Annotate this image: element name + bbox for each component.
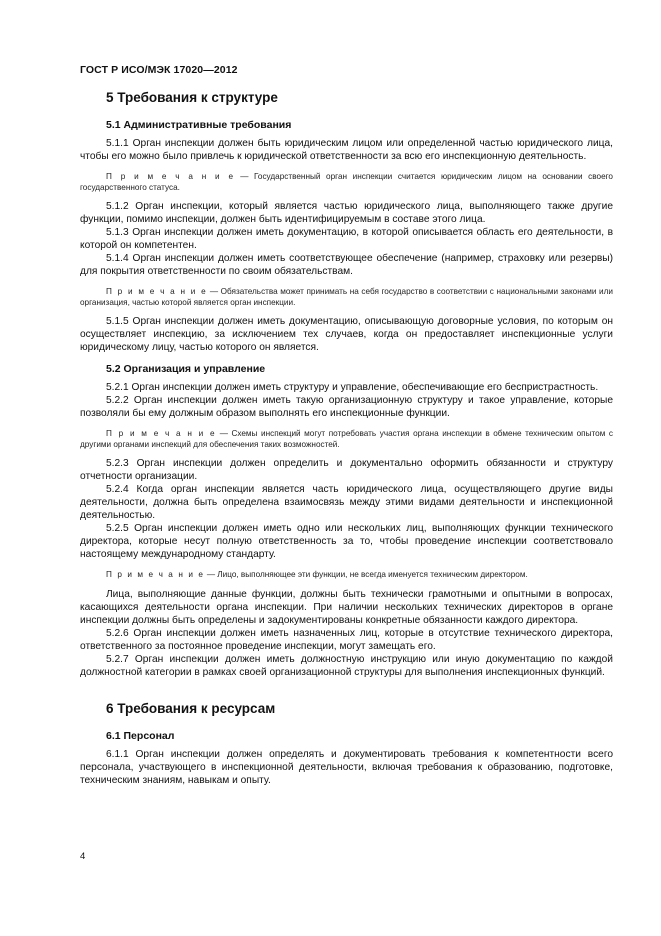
note-1: [80, 171, 613, 193]
paragraph-5-1-1: 5.1.1 Орган инспекции должен быть юридическим лицом или определенной частью юридического лица, чтобы его можно было привлечь к юридической ответственности за всю его инспекционную деятельность.: [80, 138, 613, 162]
note-3: [80, 428, 613, 450]
paragraph-5-2-4: 5.2.4 Когда орган инспекции является часть юридического лица, осуществляющего другие виды деятельности, должна быть определена взаимосвязь между этими видами деятельности и инспекционной деятельностью.: [80, 484, 613, 521]
paragraph-5-2-5-continued: Лица, выполняющие данные функции, должны быть технически грамотными и опытными в вопросах, касающихся деятельности органа инспекции. При наличии нескольких технических директоров в органе инспекции должны быть определены и задокументированы конкретные обязанности каждого директора.: [80, 589, 613, 626]
subsection-5-1-title: 5.1 Административные требования: [106, 119, 292, 131]
paragraph-5-1-4: 5.1.4 Орган инспекции должен иметь соответствующее обеспечение (например, страховку или резервы) для покрытия ответственности по своим обязательствам.: [80, 253, 613, 277]
paragraph-5-1-3: 5.1.3 Орган инспекции должен иметь документацию, в которой описывается область его деятельности, в которой он компетентен.: [80, 227, 613, 251]
subsection-6-1-title: 6.1 Персонал: [106, 730, 175, 742]
standard-header: ГОСТ Р ИСО/МЭК 17020—2012: [80, 64, 238, 76]
note-text: — Схемы инспекций могут потребовать участия органа инспекции в обмене техническим опытом с другими органами инспекций для обеспечения таких возможностей.: [80, 429, 613, 449]
paragraph-5-1-2: 5.1.2 Орган инспекции, который является частью юридического лица, выполняющего также другие функции, помимо инспекции, должен быть идентифицируемым в составе этого лица.: [80, 201, 613, 225]
note-2: [80, 286, 613, 308]
note-text: — Государственный орган инспекции считается юридическим лицом на основании своего государственного статуса.: [80, 172, 613, 192]
paragraph-5-2-6: 5.2.6 Орган инспекции должен иметь назначенных лиц, которые в отсутствие технического директора, ответственного за постоянное проведение инспекции, могут замещать его.: [80, 628, 613, 652]
note-label: П р и м е ч а н и е: [106, 570, 205, 579]
note-label: П р и м е ч а н и е: [106, 172, 235, 181]
paragraph-5-2-7: 5.2.7 Орган инспекции должен иметь должностную инструкцию или иную документацию по каждой должностной категории в рамках своей организационной структуры для выполнения инспекционных функций.: [80, 654, 613, 678]
note-label: П р и м е ч а н и е: [106, 287, 208, 296]
paragraph-6-1-1: 6.1.1 Орган инспекции должен определять и документировать требования к компетентности всего персонала, участвующего в инспекционной деятельности, включая требования к образованию, подготовке, техническим знаниям, навыкам и опыту.: [80, 749, 613, 786]
note-label: П р и м е ч а н и е: [106, 429, 217, 438]
section-5-title: 5 Требования к структуре: [106, 90, 278, 105]
page-content: [80, 90, 613, 787]
subsection-5-2-title: 5.2 Организация и управление: [106, 363, 266, 375]
paragraph-5-2-2: 5.2.2 Орган инспекции должен иметь такую организационную структуру и такое управление, которые позволяли бы ему должным образом выполнять его инспекционные функции.: [80, 395, 613, 419]
paragraph-5-1-5: 5.1.5 Орган инспекции должен иметь документацию, описывающую договорные условия, по которым он осуществляет инспекцию, за исключением тех случаев, когда он предоставляет инспекционные услуги юридическому лицу, частью которого он является.: [80, 316, 613, 353]
note-text: — Лицо, выполняющее эти функции, не всегда именуется техническим директором.: [204, 570, 528, 579]
paragraph-5-2-5: 5.2.5 Орган инспекции должен иметь одно или нескольких лиц, выполняющих функции технического директора, которые несут полную ответственность за то, чтобы проведение инспекции соответствовало настоящему международному стандарту.: [80, 523, 613, 560]
note-4: [80, 569, 613, 580]
section-6-title: 6 Требования к ресурсам: [106, 701, 276, 716]
paragraph-5-2-3: 5.2.3 Орган инспекции должен определить и документально оформить обязанности и структуру отчетности организации.: [80, 458, 613, 482]
note-text: — Обязательства может принимать на себя государство в соответствии с национальными законами или организация, частью которой является орган инспекции.: [80, 287, 613, 307]
page-number: 4: [80, 851, 86, 862]
paragraph-5-2-1: 5.2.1 Орган инспекции должен иметь структуру и управление, обеспечивающие его беспристрастность.: [106, 382, 599, 393]
